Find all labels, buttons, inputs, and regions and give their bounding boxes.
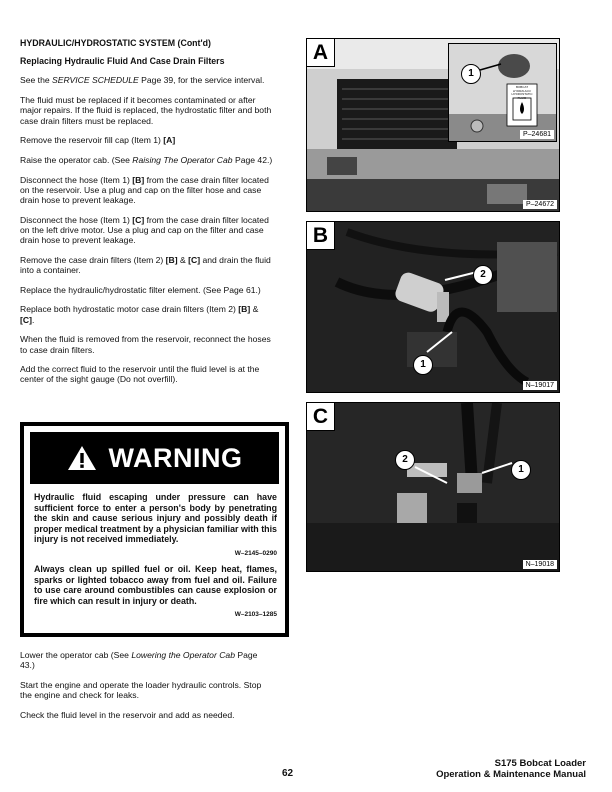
- callout-1-figure-b: 1: [413, 355, 433, 375]
- figure-c-photo: [307, 403, 559, 571]
- paragraph-start-engine: Start the engine and operate the loader hydraulic controls. Stop the engine and check for leaks.: [20, 679, 262, 701]
- paragraph-add-fluid: Add the correct fluid to the reservoir until the fluid level is at the center of the sight gauge (Do not overfill).: [20, 364, 260, 385]
- paragraph-disconnect-b: Disconnect the hose (Item 1) [B] from the case drain filter located on the reservoir. Use a plug and cap on the filter hose and case drain hose to prevent leakage.: [20, 174, 269, 206]
- callout-2-figure-c: 2: [395, 450, 415, 470]
- callout-2-figure-b: 2: [473, 265, 493, 285]
- warning-header: [30, 432, 279, 484]
- closing-steps: [20, 650, 274, 730]
- figure-c: [306, 402, 560, 572]
- figure-a-code: P–24672: [523, 200, 557, 209]
- warning-text-pressure: Hydraulic fluid escaping under pressure can have sufficient force to enter a person's body by penetrating the skin and cause serious injury and possibly death if proper medical treatment by a physician familiar with this injury is not received immediately.: [34, 492, 277, 544]
- instructions-column: [20, 38, 274, 394]
- paragraph-replace-element: Replace the hydraulic/hydrostatic filter element. (See Page 61.): [20, 284, 261, 295]
- section-title: HYDRAULIC/HYDROSTATIC SYSTEM (Cont'd): [20, 38, 211, 48]
- figure-b: [306, 221, 560, 393]
- fill-cap-icon: [449, 44, 556, 141]
- paragraph-reconnect: When the fluid is removed from the reservoir, reconnect the hoses to case drain filters.: [20, 334, 271, 355]
- paragraph-lower-cab: Lower the operator cab (See Lowering the Operator Cab Page 43.): [20, 650, 258, 671]
- paragraph-fluid-replace: The fluid must be replaced if it becomes contaminated or after major repairs. If the fluid is replaced, the hydrostatic filter and both case drain filters must be replaced.: [20, 95, 272, 126]
- fluid-decal-text: BOBCAT HYDRAULIC/ HYDROSTATIC FLUID: [511, 85, 533, 100]
- warning-box: [20, 422, 289, 637]
- warning-code-1: W–2145–0290: [234, 549, 277, 557]
- paragraph-check-level: Check the fluid level in the reservoir and add as needed.: [20, 709, 235, 720]
- page-number: 62: [282, 768, 294, 779]
- figure-a-inset: [448, 43, 557, 142]
- subsection-title: Replacing Hydraulic Fluid And Case Drain Filters: [20, 56, 225, 67]
- paragraph-remove-filters: Remove the case drain filters (Item 2) [B] & [C] and drain the fluid into a container.: [20, 254, 271, 276]
- warning-text-fuel: Always clean up spilled fuel or oil. Keep heat, flames, sparks or lighted tobacco away from fuel and oil. Failure to use care around combustibles can cause explosion or fire which can result in injury or death.: [34, 564, 277, 606]
- figure-b-label: B: [307, 222, 335, 250]
- figure-a: [306, 38, 560, 212]
- figure-b-photo: [307, 222, 559, 392]
- figure-a-label: A: [307, 39, 335, 67]
- warning-triangle-icon: [67, 445, 97, 471]
- callout-1-figure-c: 1: [511, 460, 531, 480]
- paragraph-disconnect-c: Disconnect the hose (Item 1) [C] from the case drain filter located on the left drive motor. Use a plug and cap on the filter and case drain hose to prevent leakage.: [20, 214, 269, 246]
- figure-b-code: N–19017: [523, 381, 557, 390]
- paragraph-remove-cap: Remove the reservoir fill cap (Item 1) [A]: [20, 135, 176, 146]
- paragraph-raise-cab: Raise the operator cab. (See Raising The Operator Cab Page 42.): [20, 154, 273, 165]
- warning-body: [34, 492, 277, 626]
- callout-1-figure-a: 1: [461, 64, 481, 84]
- warning-code-2: W–2103–1285: [234, 611, 277, 618]
- figure-c-code: N–19018: [523, 560, 557, 569]
- paragraph-service-interval: See the SERVICE SCHEDULE Page 39, for the service interval.: [20, 75, 265, 86]
- figure-a-inset-code: P–24681: [520, 130, 554, 139]
- paragraph-replace-case-drain: Replace both hydrostatic motor case drain filters (Item 2) [B] & [C].: [20, 304, 259, 325]
- figure-c-label: C: [307, 403, 335, 431]
- footer-manual: Operation & Maintenance Manual: [436, 769, 586, 780]
- footer-title: [436, 758, 586, 780]
- warning-title: WARNING: [108, 442, 243, 473]
- footer-model: S175 Bobcat Loader: [494, 758, 586, 769]
